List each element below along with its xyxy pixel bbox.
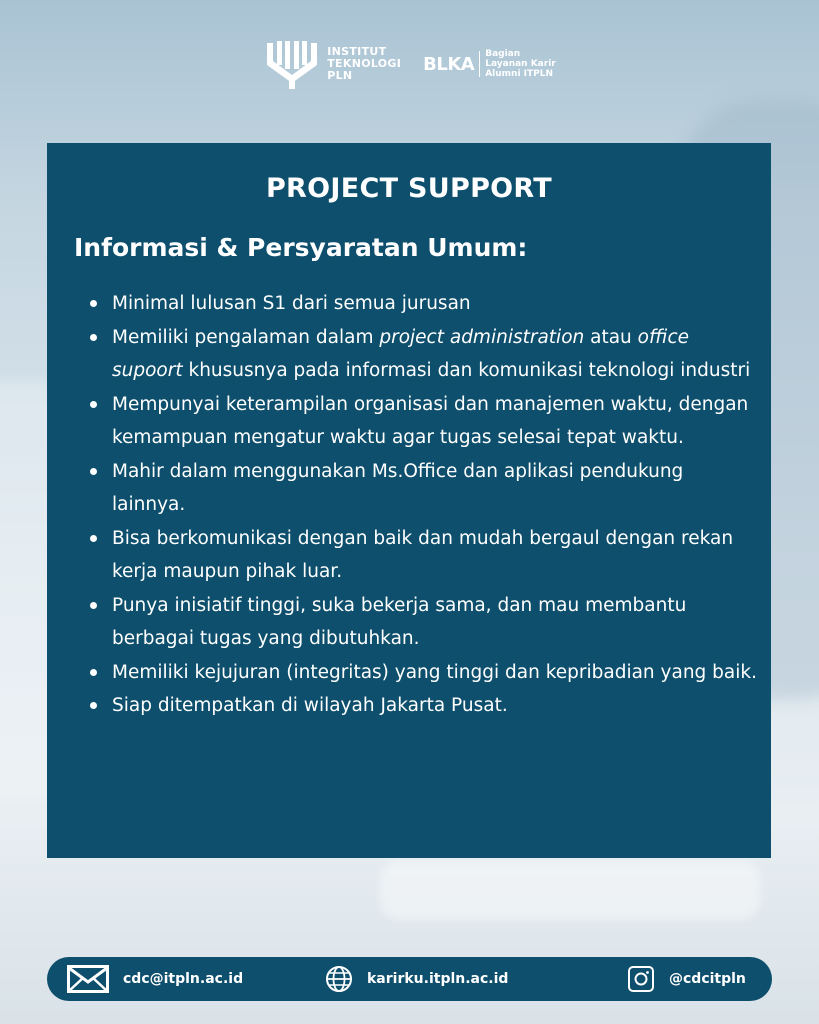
requirement-text: Bisa berkomunikasi dengan baik dan mudah bergaul dengan rekan kerja maupun pihak luar. <box>112 527 734 582</box>
requirement-item <box>87 321 757 388</box>
blka-line: Layanan Karir <box>485 59 556 69</box>
requirement-item <box>87 589 757 656</box>
website-link[interactable]: karirku.itpln.ac.id <box>367 971 509 987</box>
background-blur-shape <box>380 860 760 920</box>
requirement-emphasis: office supoort <box>112 326 690 381</box>
contact-email[interactable] <box>67 957 243 1001</box>
instagram-icon <box>627 965 655 993</box>
contact-website[interactable] <box>325 957 508 1001</box>
contact-footer <box>47 957 772 1001</box>
blka-caption <box>485 49 556 79</box>
instagram-handle[interactable]: @cdcitpln <box>669 971 746 987</box>
page-title: PROJECT SUPPORT <box>265 173 553 204</box>
requirement-text: Mempunyai keterampilan organisasi dan manajemen waktu, dengan kemampuan mengatur waktu agar tugas selesai tepat waktu. <box>112 393 749 448</box>
blka-divider <box>479 51 480 77</box>
requirement-emphasis: project administration <box>379 326 585 348</box>
section-title: Informasi & Persyaratan Umum: <box>74 233 528 262</box>
requirement-item <box>87 656 757 690</box>
requirement-text: Siap ditempatkan di wilayah Jakarta Pusat. <box>112 695 508 716</box>
itpln-emblem-icon <box>263 37 321 91</box>
requirement-text: Mahir dalam menggunakan Ms.Office dan aplikasi pendukung lainnya. <box>112 460 684 515</box>
requirements-list <box>87 287 757 723</box>
requirement-item <box>87 287 757 321</box>
requirement-text: Memiliki kejujuran (integritas) yang tinggi dan kepribadian yang baik. <box>112 661 757 683</box>
requirement-text: Minimal lulusan S1 dari semua jurusan <box>112 293 471 314</box>
itpln-logo <box>263 37 401 91</box>
requirement-item <box>87 455 757 522</box>
logo-header <box>0 36 819 92</box>
contact-instagram[interactable] <box>627 957 746 1001</box>
email-link[interactable]: cdc@itpln.ac.id <box>123 971 244 987</box>
mail-icon <box>67 965 109 993</box>
itpln-line: TEKNOLOGI <box>327 57 402 70</box>
requirements-card <box>47 143 771 858</box>
requirement-text: Memiliki pengalaman dalam <box>112 326 380 348</box>
itpln-line: PLN <box>327 69 353 82</box>
requirement-item <box>87 388 757 455</box>
blka-line: Alumni ITPLN <box>485 69 554 79</box>
itpln-wordmark <box>327 46 401 82</box>
requirement-text: Punya inisiatif tinggi, suka bekerja sama, dan mau membantu berbagai tugas yang dibutuhkan. <box>112 594 687 649</box>
blka-mark: BLKA <box>423 53 475 75</box>
requirement-item <box>87 689 757 723</box>
requirement-item <box>87 522 757 589</box>
itpln-line: INSTITUT <box>327 45 387 58</box>
globe-icon <box>325 965 353 993</box>
blka-logo <box>423 49 556 79</box>
requirement-text: khususnya pada informasi dan komunikasi teknologi industri <box>182 360 751 381</box>
blka-line: Bagian <box>485 49 521 59</box>
requirement-text: atau <box>584 326 638 348</box>
